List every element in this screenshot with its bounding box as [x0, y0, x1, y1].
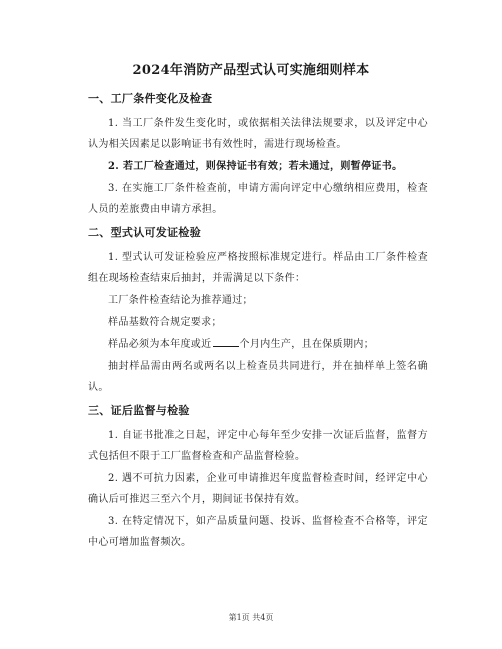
section-1-paragraph-1: 1. 当工厂条件发生变化时，或依据相关法律法规要求，以及评定中心认为相关因素足以影响证书有效性时，需进行现场检查。	[88, 118, 428, 150]
condition-3-prefix: 样品必须为本年度或近	[108, 339, 212, 350]
section-1-paragraph-3: 3. 在实施工厂条件检查前，申请方需向评定中心缴纳相应费用，检查人员的差旅费由申请方承担。	[88, 183, 428, 215]
page-footer: 第1页 共4页	[228, 613, 274, 622]
fill-in-blank	[213, 336, 239, 347]
document-title: 2024年消防产品型式认可实施细则样本	[132, 63, 370, 78]
section-2-condition-2: 样品基数符合规定要求；	[108, 317, 222, 328]
section-2-condition-4: 抽封样品需由两名或两名以上检查员共同进行，并在抽样单上签名确认。	[88, 361, 428, 393]
section-3-paragraph-1: 1. 自证书批准之日起，评定中心每年至少安排一次证后监督，监督方式包括但不限于工厂监督检查和产品监督检验。	[88, 430, 428, 462]
section-3-paragraph-2: 2. 遇不可抗力因素，企业可申请推迟年度监督检查时间，经评定中心确认后可推迟三至六个月，期间证书保持有效。	[88, 473, 428, 505]
section-heading-3: 三、证后监督与检验	[88, 404, 190, 417]
section-3-paragraph-3: 3. 在特定情况下，如产品质量问题、投诉、监督检查不合格等，评定中心可增加监督频次。	[88, 516, 428, 548]
section-2-condition-1: 工厂条件检查结论为推荐通过；	[108, 295, 253, 306]
section-2-condition-3	[88, 334, 428, 355]
condition-3-suffix: 个月内生产，且在保质期内；	[239, 339, 375, 350]
document-body	[88, 86, 428, 554]
section-1-paragraph-2: 2. 若工厂检查通过，则保持证书有效；若未通过，则暂停证书。	[108, 161, 403, 172]
section-2-paragraph-1: 1. 型式认可发证检验应严格按照标准规定进行。样品由工厂条件检查组在现场检查结束后抽封，并需满足以下条件：	[88, 252, 428, 284]
section-heading-2: 二、型式认可发证检验	[88, 226, 201, 239]
section-heading-1: 一、工厂条件变化及检查	[88, 92, 213, 105]
